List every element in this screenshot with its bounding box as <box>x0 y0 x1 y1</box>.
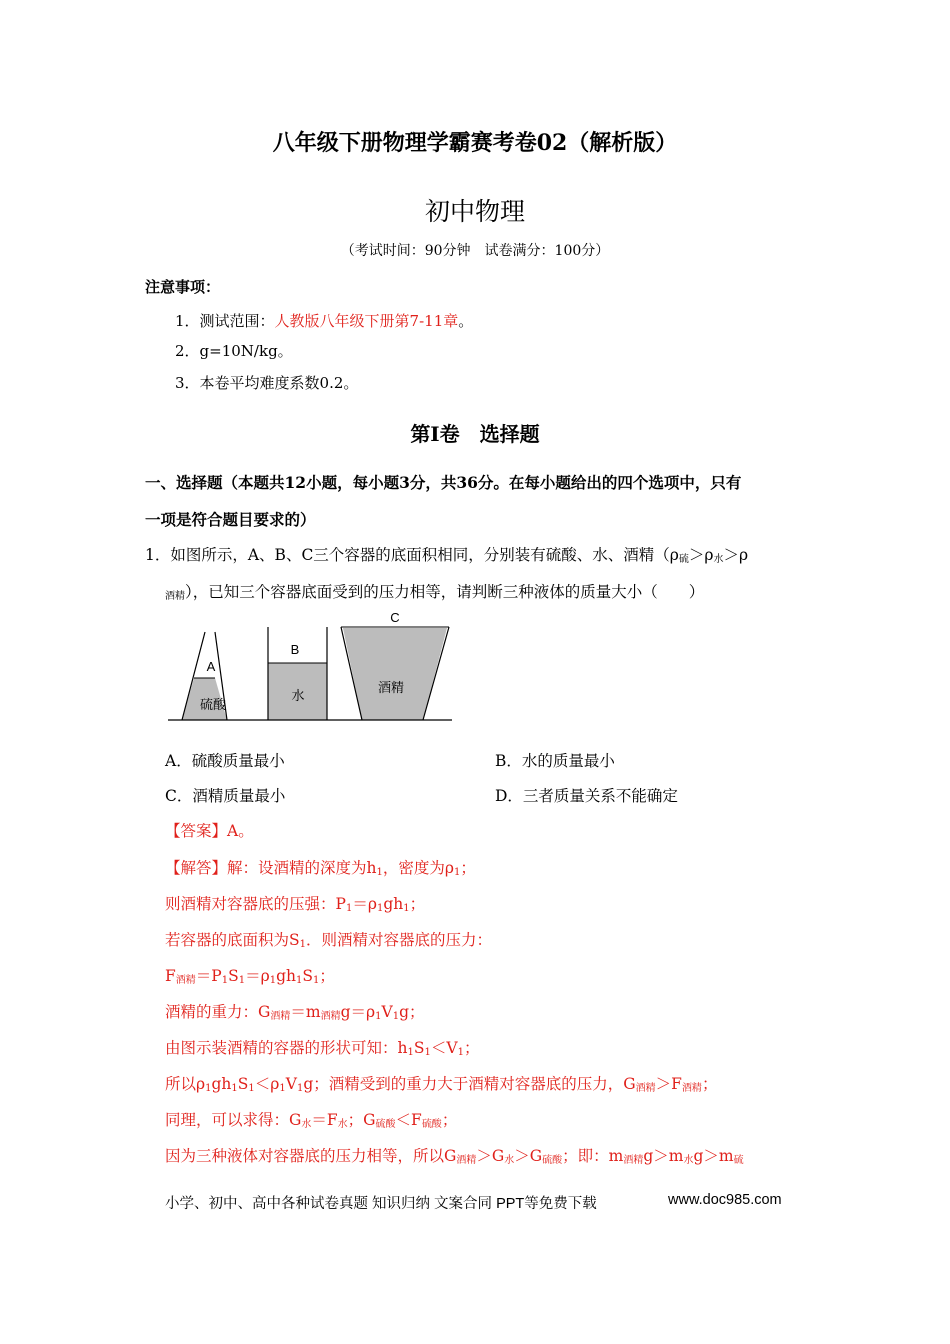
footer-text: 小学、初中、高中各种试卷真题 知识归纳 文案合同 PPT等免费下载 <box>165 1196 597 1212</box>
part-heading-line-2: 一项是符合题目要求的） <box>145 510 316 529</box>
document-title: 八年级下册物理学霸赛考卷02（解析版） <box>272 130 678 156</box>
notice-item-3: 3．本卷平均难度系数0.2。 <box>175 374 359 392</box>
container-a-label: A <box>206 659 216 674</box>
notice-heading: 注意事项： <box>145 278 221 296</box>
footer-url[interactable]: www.doc985.com <box>668 1192 782 1208</box>
solution-line-5: 酒精的重力：$G_{酒精}=m_{酒精}g=\rho_1V_1g$； <box>165 1003 425 1022</box>
container-b-label: B <box>290 642 300 657</box>
solution-line-9: 因为三种液体对容器底的压力相等，所以$G_{酒精}>G_水>G_{硫酸}$；即：$m_{酒精}g>m_水g>m_硫$ <box>165 1147 744 1166</box>
container-c-liquid-label: 酒精 <box>377 680 405 695</box>
option-b: B．水的质量最小 <box>495 752 615 770</box>
solution-line-4: $F_{酒精}=P_1S_1=\rho_1gh_1S_1$； <box>165 967 335 986</box>
option-a: A．硫酸质量最小 <box>165 752 285 770</box>
solution-line-1: 【解答】解：设酒精的深度为$h_1$，密度为$\rho_1$； <box>165 859 476 878</box>
container-a-liquid-label: 硫酸 <box>199 697 227 712</box>
option-d: D．三者质量关系不能确定 <box>495 787 678 805</box>
solution-line-7: 所以$\rho_1gh_1S_1<\rho_1V_1g$；酒精受到的重力大于酒精对容器底的压力，$G_{酒精}>F_{酒精}$； <box>165 1075 718 1094</box>
solution-line-8: 同理，可以求得：$G_水=F_水$；$G_{硫酸}<F_{硫酸}$； <box>165 1111 458 1130</box>
question-1-line-2: $_{酒精}$），已知三个容器底面受到的压力相等，请判断三种液体的质量大小（ ） <box>165 583 705 602</box>
notice-item-2: 2．g=10N/kg。 <box>175 342 293 360</box>
container-b-liquid-label: 水 <box>291 688 305 703</box>
notice-item-1: 1．测试范围：人教版八年级下册第7-11章。 <box>175 312 474 330</box>
container-c-label: C <box>390 610 400 625</box>
section-title: 第Ⅰ卷 选择题 <box>410 422 540 446</box>
answer-line: 【答案】A。 <box>165 822 254 840</box>
solution-line-3: 若容器的底面积为$S_1$．则酒精对容器底的压力： <box>165 931 493 950</box>
part-heading-line-1: 一、选择题（本题共12小题，每小题3分，共36分。在每小题给出的四个选项中，只有 <box>145 473 742 492</box>
solution-line-2: 则酒精对容器底的压强：$P_1=\rho_1gh_1$； <box>165 895 426 914</box>
question-1-line-1: 1．如图所示，A、B、C三个容器的底面积相同，分别装有硫酸、水、酒精（$\rho_硫>\rho_水>\rho$ <box>145 546 749 565</box>
containers-figure <box>165 608 455 726</box>
solution-line-6: 由图示装酒精的容器的形状可知：$h_1S_1<V_1$； <box>165 1039 480 1058</box>
exam-info: （考试时间：90分钟 试卷满分：100分） <box>340 243 610 259</box>
option-c: C．酒精质量最小 <box>165 787 286 805</box>
document-subtitle: 初中物理 <box>424 197 525 226</box>
notice-item-1-scope: 人教版八年级下册第7-11章 <box>274 312 459 330</box>
